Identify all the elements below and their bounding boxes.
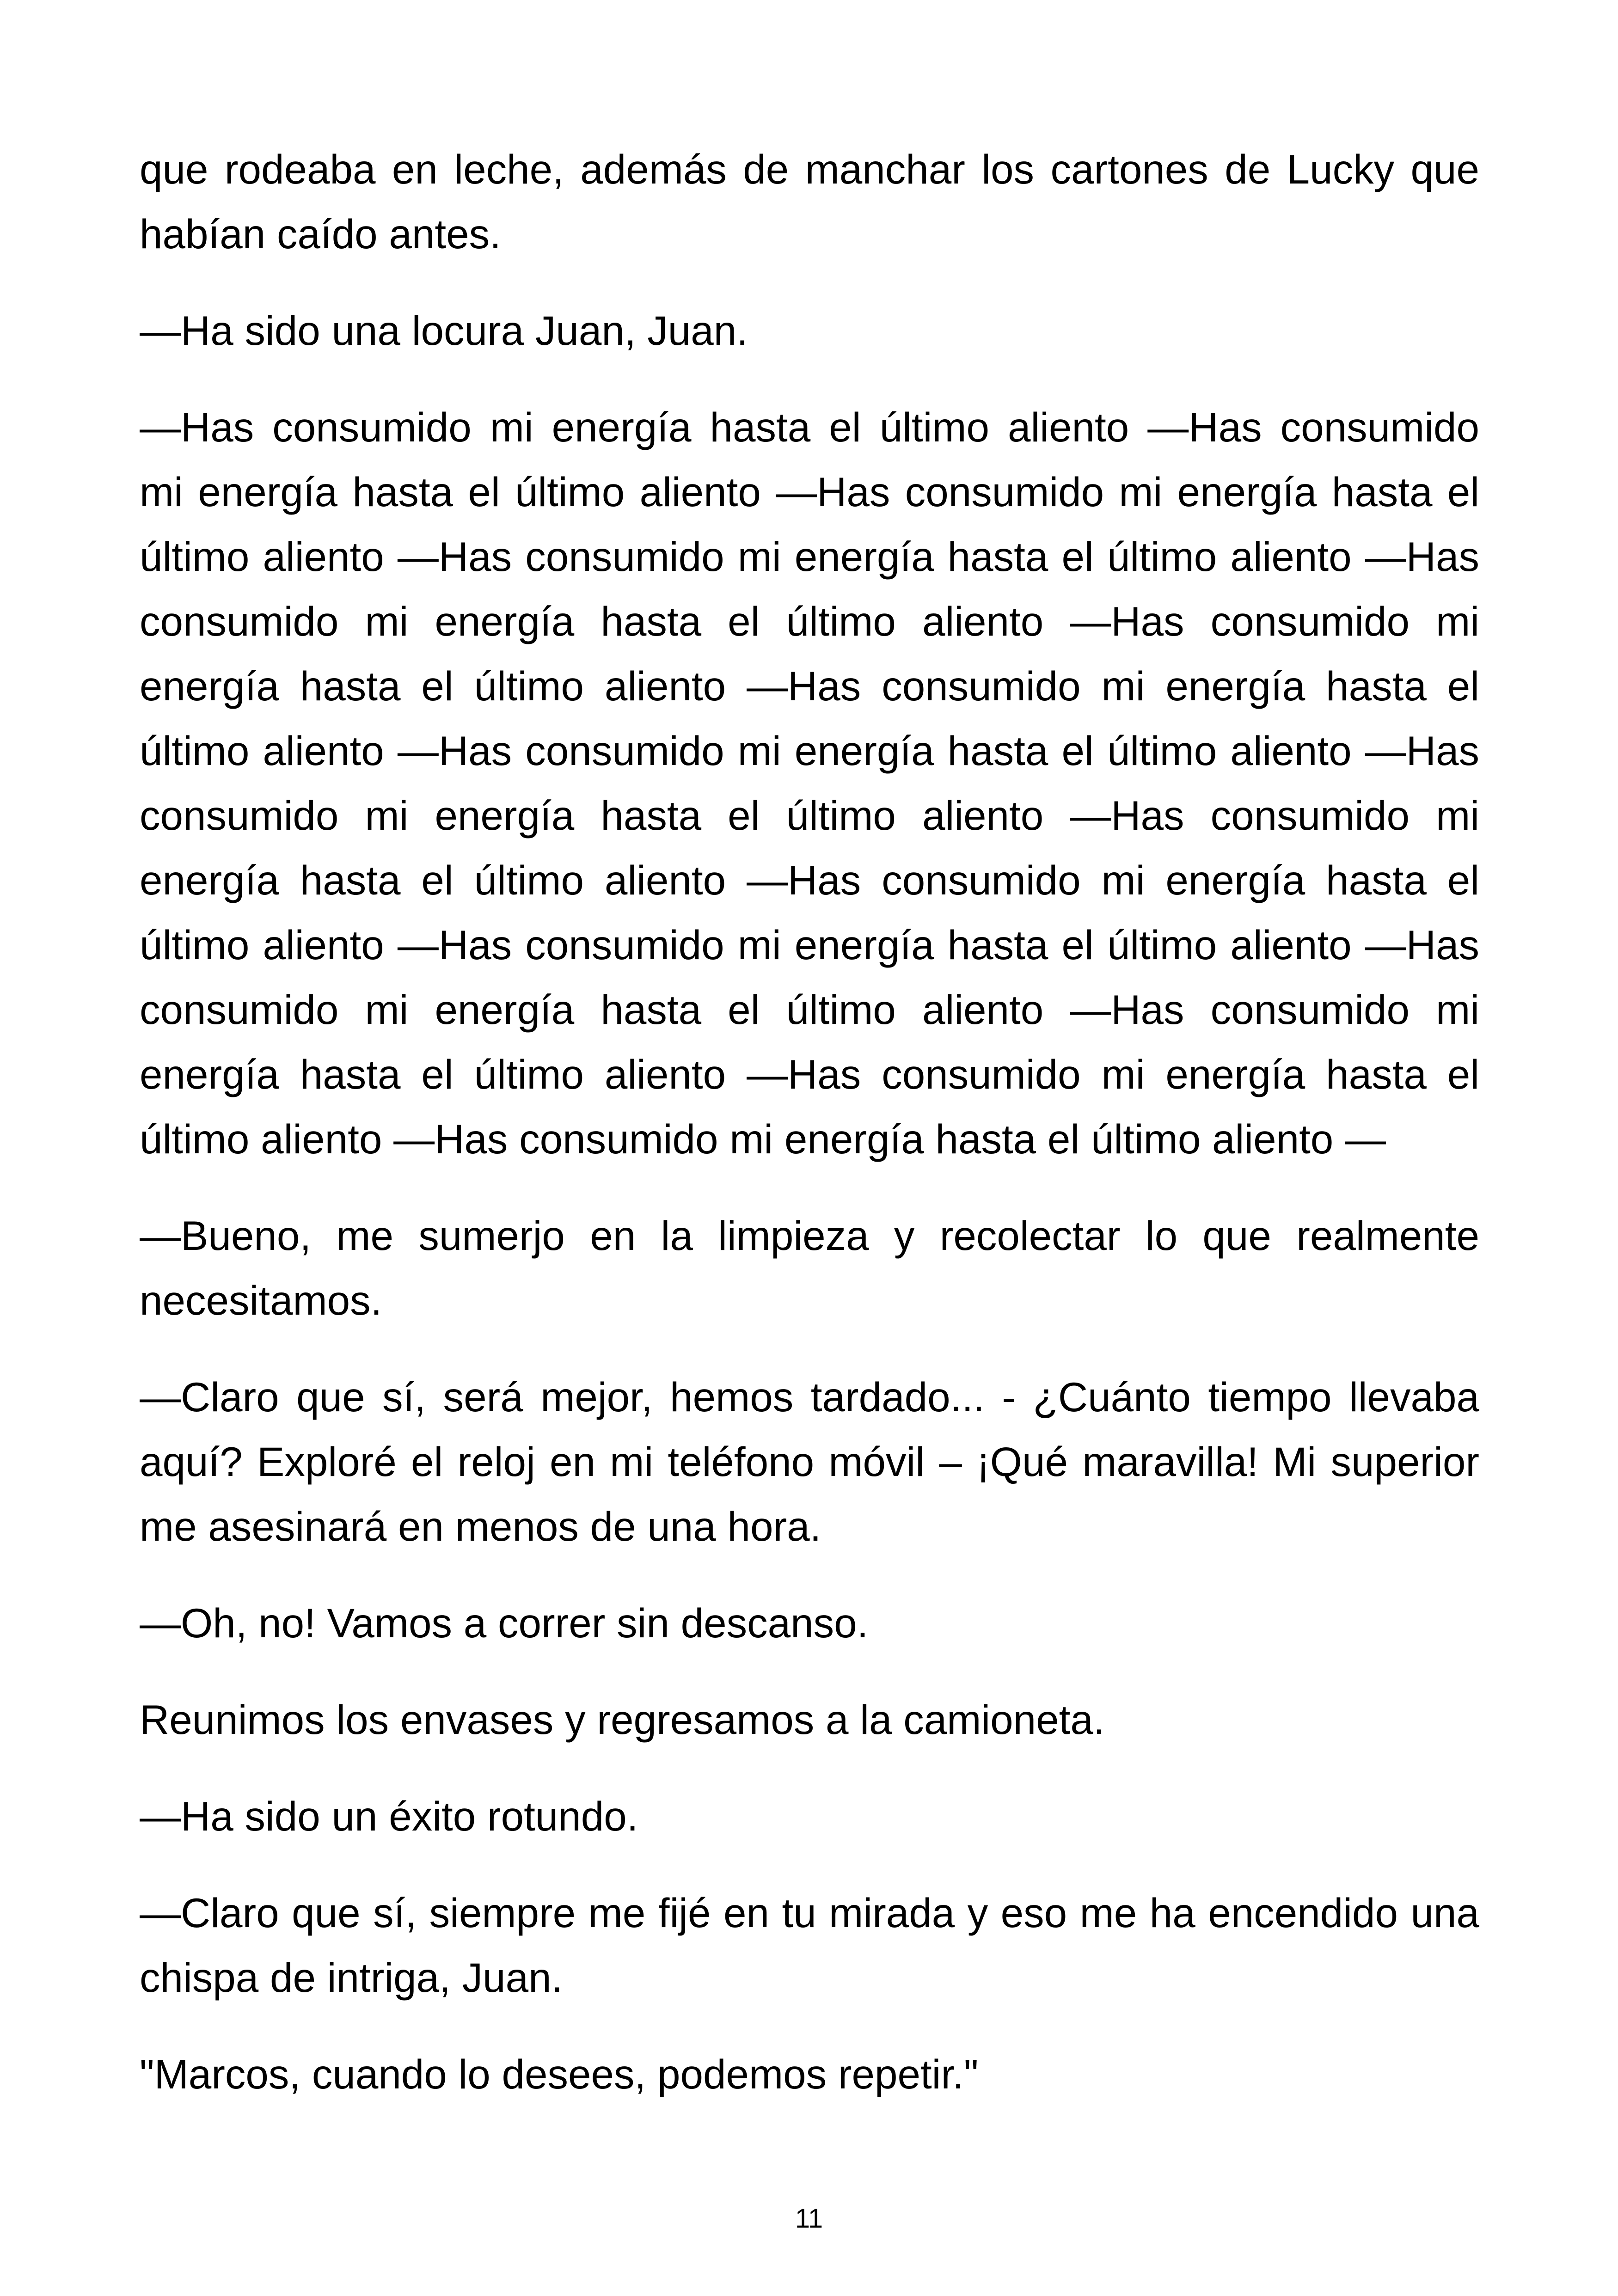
text-line: consumido mi energía hasta el último aliento —Has consumido mi: [140, 792, 1479, 839]
paragraph: [140, 395, 1479, 1171]
text-line: habían caído antes.: [140, 211, 501, 257]
text-line: "Marcos, cuando lo desees, podemos repetir.": [140, 2051, 979, 2097]
paragraph: [140, 1591, 1479, 1655]
text-line: —Ha sido una locura Juan, Juan.: [140, 307, 748, 354]
text-line: consumido mi energía hasta el último aliento —Has consumido mi: [140, 986, 1479, 1033]
paragraph: [140, 298, 1479, 363]
text-line: me asesinará en menos de una hora.: [140, 1503, 821, 1549]
paragraph: [140, 2042, 1479, 2106]
text-line: —Ha sido un éxito rotundo.: [140, 1793, 638, 1839]
text-line: que rodeaba en leche, además de manchar los cartones de Lucky que: [140, 146, 1479, 192]
text-line: último aliento —Has consumido mi energía hasta el último aliento —Has: [140, 922, 1479, 968]
paragraph: [140, 1365, 1479, 1559]
document-body: [140, 137, 1479, 2138]
text-line: necesitamos.: [140, 1277, 382, 1323]
paragraph: [140, 1203, 1479, 1333]
paragraph: [140, 1687, 1479, 1752]
text-line: energía hasta el último aliento —Has consumido mi energía hasta el: [140, 663, 1479, 709]
paragraph: [140, 137, 1479, 266]
text-line: —Claro que sí, siempre me fijé en tu mirada y eso me ha encendido una: [140, 1890, 1479, 1936]
text-line: último aliento —Has consumido mi energía hasta el último aliento —Has: [140, 728, 1479, 774]
text-line: consumido mi energía hasta el último aliento —Has consumido mi: [140, 598, 1479, 644]
paragraph: [140, 1880, 1479, 2010]
text-line: —Has consumido mi energía hasta el último aliento —Has consumido: [140, 404, 1479, 450]
text-line: último aliento —Has consumido mi energía hasta el último aliento —Has: [140, 533, 1479, 580]
text-line: energía hasta el último aliento —Has consumido mi energía hasta el: [140, 1051, 1479, 1097]
page-number: 11: [795, 2204, 823, 2234]
text-line: último aliento —Has consumido mi energía hasta el último aliento —: [140, 1116, 1386, 1162]
text-line: energía hasta el último aliento —Has consumido mi energía hasta el: [140, 857, 1479, 903]
text-line: aquí? Exploré el reloj en mi teléfono móvil – ¡Qué maravilla! Mi superior: [140, 1439, 1479, 1485]
text-line: —Claro que sí, será mejor, hemos tardado... - ¿Cuánto tiempo llevaba: [140, 1374, 1479, 1420]
paragraph: [140, 1784, 1479, 1849]
text-line: —Bueno, me sumerjo en la limpieza y recolectar lo que realmente: [140, 1212, 1479, 1259]
text-line: Reunimos los envases y regresamos a la camioneta.: [140, 1696, 1105, 1743]
text-line: chispa de intriga, Juan.: [140, 1954, 563, 2001]
text-line: —Oh, no! Vamos a correr sin descanso.: [140, 1600, 869, 1646]
text-line: mi energía hasta el último aliento —Has consumido mi energía hasta el: [140, 469, 1479, 515]
